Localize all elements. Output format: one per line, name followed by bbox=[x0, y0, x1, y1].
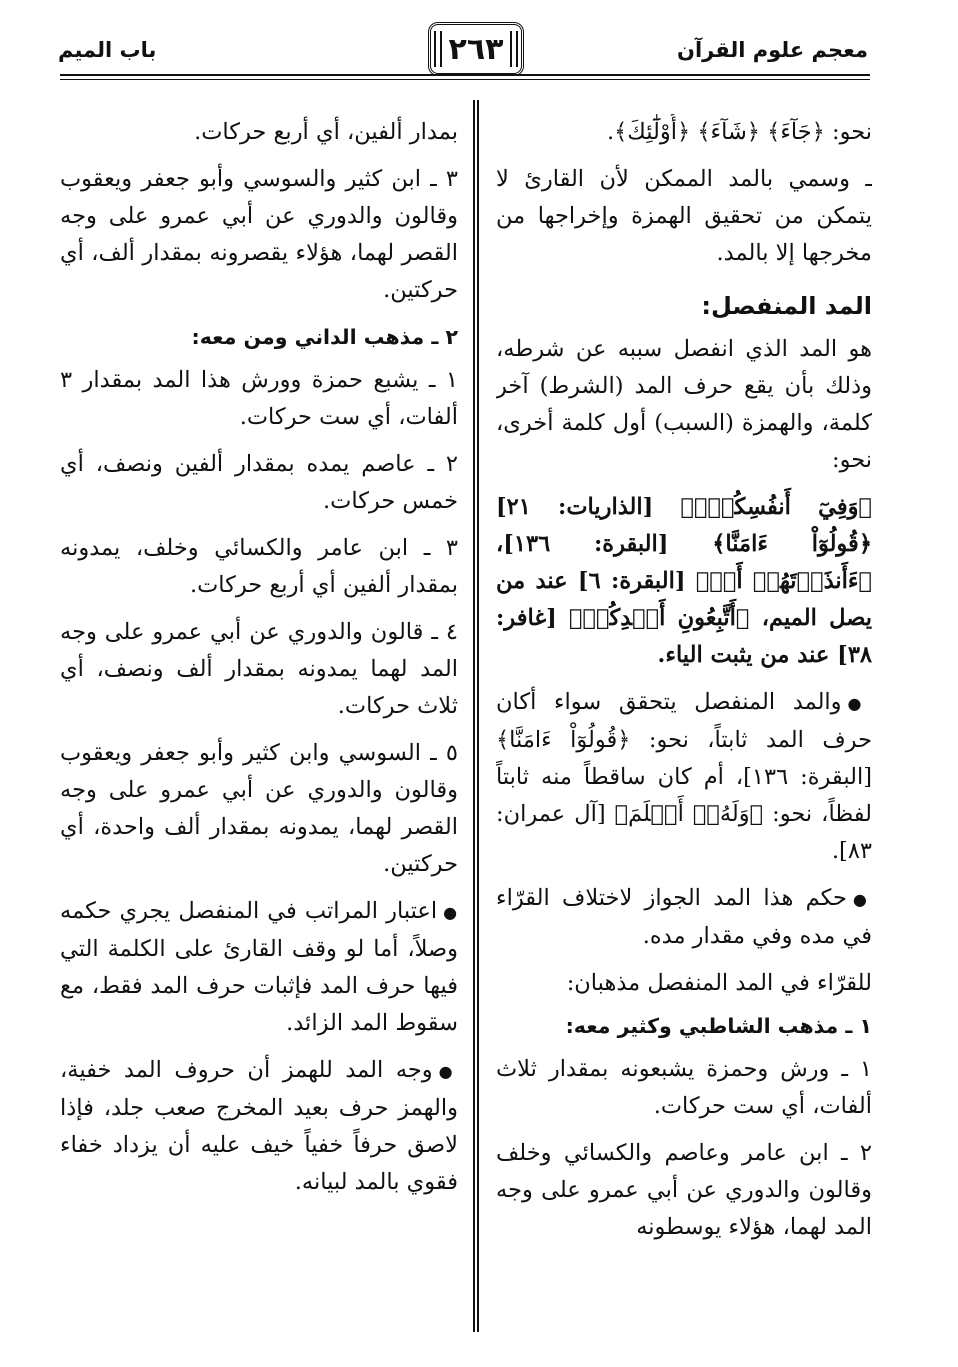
subheading: ٢ ـ مذهب الداني ومن معه: bbox=[191, 325, 458, 349]
paragraph: للقرّاء في المد المنفصل مذهبان: bbox=[566, 970, 872, 996]
page-number-frame bbox=[428, 22, 524, 76]
paragraph-text: حكم هذا المد الجواز لاختلاف القرّاء في مده وفي مقدار مده. bbox=[496, 885, 872, 949]
chapter-title: باب الميم bbox=[58, 38, 157, 62]
page-number: ٢٦٣ bbox=[448, 31, 504, 67]
header-rule-thin bbox=[60, 79, 870, 80]
bullet-paragraph bbox=[496, 684, 872, 870]
list-item: ١ ـ ورش وحمزة يشبعونه بمقدار ثلاث ألفات، أي ست حركات. bbox=[496, 1056, 872, 1119]
list-item: ٥ ـ السوسي وابن كثير وأبو جعفر ويعقوب وقالون والدوري عن أبي عمرو على وجه القصر لهما، يمدونه بمقدار ألف واحدة، أي حركتين. bbox=[60, 740, 458, 877]
paragraph-text: ﴿وَفِيٓ أَنفُسِكُمۡۚ﴾ [الذاريات: ٢١] ﴿قُولُوٓاْ ءَامَنَّا﴾ [البقرة: ١٣٦]، ﴿ءَأَنذَرۡتَهُمۡ أَمۡ﴾ [البقرة: ٦] عند من يصل الميم، ﴿أَتَّبِعُونِ أَهۡدِكُمۡ﴾ [غافر: ٣٨] عند من يثبت الياء. bbox=[496, 494, 872, 668]
bullet-icon: ● bbox=[852, 890, 872, 909]
paragraph: هو المد الذي انفصل سببه عن شرطه، وذلك بأن يقع حرف المد (الشرط) آخر كلمة، والهمزة (السبب) أول كلمة أخرى، نحو: bbox=[496, 336, 872, 473]
paragraph: بمدار ألفين، أي أربع حركات. bbox=[194, 119, 458, 145]
right-column bbox=[496, 114, 872, 1334]
section-heading: المد المنفصل: bbox=[701, 292, 872, 320]
page-header bbox=[0, 0, 958, 100]
bullet-paragraph bbox=[60, 1052, 458, 1201]
subheading: ١ ـ مذهب الشاطبي وكثير معه: bbox=[565, 1014, 872, 1038]
header-rule bbox=[60, 74, 870, 76]
list-item: ١ ـ يشبع حمزة وورش هذا المد بمقدار ٣ ألفات، أي ست حركات. bbox=[60, 367, 458, 430]
paragraph: ـ وسمي بالمد الممكن لأن القارئ لا يتمكن من تحقيق الهمزة وإخراجها من مخرجها إلا بالمد. bbox=[496, 166, 872, 266]
column-divider bbox=[473, 100, 479, 1332]
left-column bbox=[60, 114, 458, 1334]
paragraph-text: والمد المنفصل يتحقق سواء أكان حرف المد ثابتاً، نحو: ﴿قُولُوٓاْ ءَامَنَّا﴾ [البقرة: ١٣٦]، أم كان ساقطاً منه ثابتاً لفظاً، نحو: ﴿وَلَهُۥٓ أَسۡلَمَ﴾ [آل عمران: ٨٣]. bbox=[496, 689, 872, 864]
list-item: ٢ ـ عاصم يمده بمقدار ألفين ونصف، أي خمس حركات. bbox=[60, 451, 458, 514]
paragraph: نحو: ﴿جَآءَ﴾ ﴿شَآءَ﴾ ﴿أُوْلَٰٓئِكَ﴾. bbox=[606, 119, 872, 145]
list-item: ٤ ـ قالون والدوري عن أبي عمرو على وجه المد لهما يمدونه بمقدار ألف ونصف، أي ثلاث حركات. bbox=[60, 619, 458, 719]
bullet-paragraph bbox=[496, 880, 872, 955]
bullet-icon: ● bbox=[847, 694, 872, 713]
list-item: ٣ ـ ابن عامر والكسائي وخلف، يمدونه بمقدار ألفين أي أربع حركات. bbox=[60, 535, 458, 598]
paragraph-text: اعتبار المراتب في المنفصل يجري حكمه وصلاً، أما لو وقف القارئ على الكلمة التي فيها حرف المد فإثبات حرف المد فقط، مع سقوط المد الزائد. bbox=[60, 898, 458, 1036]
quran-examples bbox=[496, 489, 872, 674]
list-item: ٣ ـ ابن كثير والسوسي وأبو جعفر ويعقوب وقالون والدوري عن أبي عمرو على وجه القصر لهما، هؤلاء يقصرونه بمقدار ألف، أي حركتين. bbox=[60, 166, 458, 303]
bullet-icon: ● bbox=[443, 903, 458, 922]
paragraph-text: وجه المد للهمز أن حروف المد خفية، والهمز حرف بعيد المخرج صعب جلد، فإذا لاصق حرفاً خفياً خيف عليه أن يزداد خفاء فقوي بالمد لبيانه. bbox=[60, 1057, 458, 1195]
list-item: ٢ ـ ابن عامر وعاصم والكسائي وخلف وقالون والدوري عن أبي عمرو على وجه المد لهما، هؤلاء يوسطونه bbox=[496, 1140, 872, 1240]
bullet-icon: ● bbox=[438, 1062, 458, 1081]
book-title: معجم علوم القرآن bbox=[677, 38, 868, 62]
bullet-paragraph bbox=[60, 893, 458, 1042]
